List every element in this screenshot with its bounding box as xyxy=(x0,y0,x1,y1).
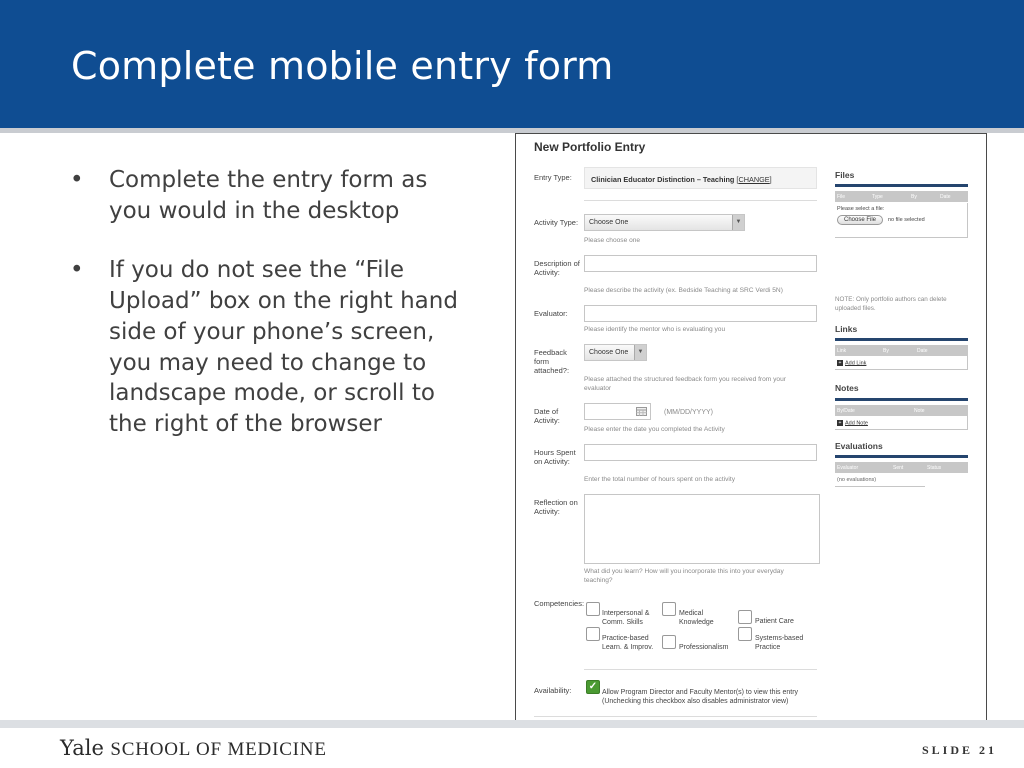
evaluations-rule xyxy=(835,455,968,458)
competency-medical-knowledge: Medical Knowledge xyxy=(679,610,714,626)
links-rule xyxy=(835,338,968,341)
description-input[interactable] xyxy=(584,255,817,272)
feedback-help: Please attached the structured feedback form you received from your evaluator xyxy=(584,376,786,392)
logo-school: SCHOOL OF MEDICINE xyxy=(110,739,327,760)
notes-heading: Notes xyxy=(835,383,859,393)
hours-input[interactable] xyxy=(584,444,817,461)
no-file-selected: no file selected xyxy=(888,217,925,223)
availability-text: Allow Program Director and Faculty Mentor(s) to view this entry (Unchecking this checkbox also disables administrator view) xyxy=(602,689,799,705)
change-link[interactable]: CHANGE xyxy=(738,175,770,184)
competency-systems-based: Systems-based Practice xyxy=(755,635,804,651)
logo-yale: Yale xyxy=(60,736,104,760)
feedback-value: Choose One xyxy=(589,349,629,356)
slide-title: Complete mobile entry form xyxy=(71,44,614,88)
reflection-label: Reflection on Activity: xyxy=(534,498,578,516)
notes-rule xyxy=(835,398,968,401)
description-help: Please describe the activity (ex. Bedside Teaching at SRC Verdi 5N) xyxy=(584,287,783,294)
competency-practice-based: Practice-based Learn. & Improv. xyxy=(602,635,654,651)
notes-box xyxy=(835,416,968,430)
entry-type-label: Entry Type: xyxy=(534,173,572,182)
links-heading: Links xyxy=(835,324,858,334)
files-rule xyxy=(835,184,968,187)
date-format-hint: (MM/DD/YYYY) xyxy=(664,409,713,416)
reflection-textarea[interactable] xyxy=(584,494,820,564)
divider xyxy=(584,200,817,201)
files-note: NOTE: Only portfolio authors can delete uploaded files. xyxy=(835,296,947,312)
file-upload-box xyxy=(835,203,968,238)
competencies-label: Competencies: xyxy=(534,599,585,608)
divider xyxy=(584,669,817,670)
activity-type-select[interactable] xyxy=(584,214,745,231)
bullet-marker: • xyxy=(70,167,84,193)
feedback-label: Feedback form attached?: xyxy=(534,348,570,375)
choose-file-button[interactable]: Choose File xyxy=(837,215,883,225)
form-screenshot xyxy=(515,133,987,722)
bullet-item xyxy=(70,165,470,226)
yale-logo xyxy=(60,736,327,761)
entry-type-text: Clinician Educator Distinction – Teaching xyxy=(591,175,735,184)
bullet-item xyxy=(70,255,470,439)
no-evaluations: (no evaluations) xyxy=(837,477,877,483)
checkbox-professionalism[interactable] xyxy=(662,635,676,649)
bullet-text: Complete the entry form as you would in the desktop xyxy=(109,167,428,224)
notes-table-header: By/Date Note xyxy=(835,405,968,416)
date-label: Date of Activity: xyxy=(534,407,560,425)
files-heading: Files xyxy=(835,170,855,180)
bullet-text: If you do not see the “File Upload” box on the right hand side of your phone’s screen, you may need to change to landscape mode, or scroll to the right of the browser xyxy=(109,257,458,437)
change-entry-type[interactable]: [CHANGE] xyxy=(736,175,772,184)
feedback-select[interactable] xyxy=(584,344,647,361)
hours-help: Enter the total number of hours spent on the activity xyxy=(584,476,736,483)
description-label: Description of Activity: xyxy=(534,259,580,277)
dropdown-arrow-icon: ▼ xyxy=(634,345,646,360)
competency-patient-care: Patient Care xyxy=(755,618,794,625)
evaluator-label: Evaluator: xyxy=(534,309,568,318)
files-table-header: File Type By Date xyxy=(835,191,968,202)
availability-label: Availability: xyxy=(534,686,572,695)
form-title: New Portfolio Entry xyxy=(534,140,646,154)
activity-type-help: Please choose one xyxy=(584,237,641,244)
select-file-label: Please select a file: xyxy=(837,206,885,212)
links-table-header: Link By Date xyxy=(835,345,968,356)
dropdown-arrow-icon: ▼ xyxy=(732,215,744,230)
evaluations-table-header: Evaluator Sent Status xyxy=(835,462,968,473)
add-note-button[interactable]: + Add Note xyxy=(838,420,868,427)
availability-checkbox[interactable]: ✓ xyxy=(586,680,600,694)
date-help: Please enter the date you completed the Activity xyxy=(584,426,725,433)
plus-icon: + xyxy=(838,360,842,366)
plus-icon: + xyxy=(838,420,842,426)
entry-type-value xyxy=(584,167,817,189)
footer-bar xyxy=(0,720,1024,728)
hours-label: Hours Spent on Activity: xyxy=(534,448,576,466)
calendar-icon[interactable] xyxy=(636,406,647,416)
divider xyxy=(835,486,925,487)
reflection-help: What did you learn? How will you incorporate this into your everyday teaching? xyxy=(584,568,784,584)
links-box xyxy=(835,356,968,370)
bullet-list xyxy=(70,165,470,469)
competency-interpersonal: Interpersonal & Comm. Skills xyxy=(602,610,650,626)
add-link-button[interactable]: + Add Link xyxy=(838,360,867,367)
slide-number: SLIDE 21 xyxy=(921,743,997,757)
activity-type-value: Choose One xyxy=(589,219,629,226)
bullet-marker: • xyxy=(70,257,84,284)
evaluator-input[interactable] xyxy=(584,305,817,322)
evaluator-help: Please identify the mentor who is evaluating you xyxy=(584,326,726,333)
checkbox-patient-care[interactable] xyxy=(738,610,752,624)
divider xyxy=(534,716,817,717)
competency-professionalism: Professionalism xyxy=(679,644,729,651)
activity-type-label: Activity Type: xyxy=(534,218,579,227)
date-input[interactable] xyxy=(584,403,651,420)
evaluations-heading: Evaluations xyxy=(835,441,883,451)
